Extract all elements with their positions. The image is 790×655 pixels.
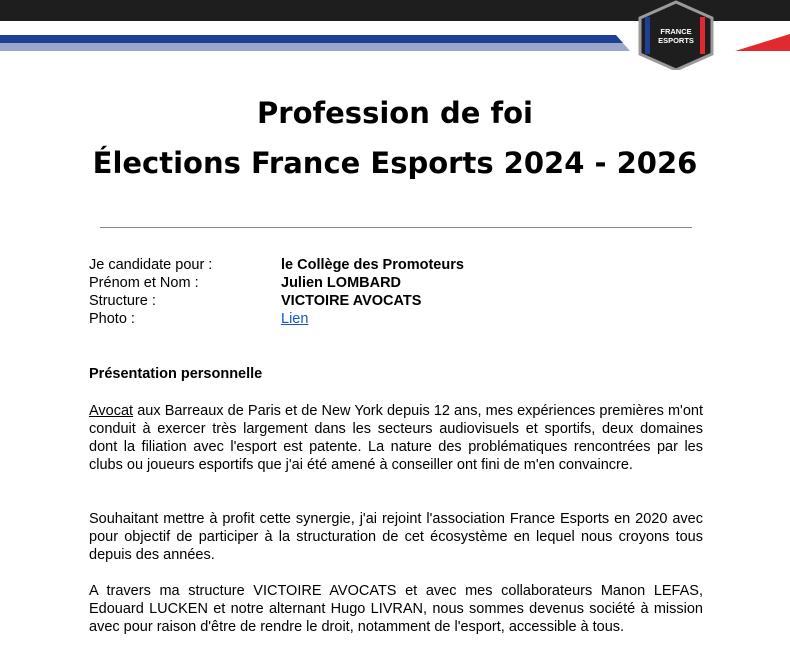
paragraph-1-text: aux Barreaux de Paris et de New York depuis 12 ans, mes expériences premières m'ont conduit à exercer très largement dans les secteurs audiovisuels et sportifs, deux domaines dont la filiation avec l'esport est patente. La nature des problématiques rencontrées par les clubs ou joueurs esportifs que j'ai été amené à conseiller ont fini de m'en convaincre. — [89, 403, 703, 473]
logo-text-line1: FRANCE — [660, 27, 692, 36]
page-title-line2: Élections France Esports 2024 - 2026 — [92, 146, 698, 180]
red-stripe — [735, 34, 790, 51]
blue-stripe — [0, 35, 623, 43]
photo-link[interactable]: Lien — [281, 311, 309, 327]
name-label: Prénom et Nom : — [89, 275, 199, 291]
light-stripe — [0, 43, 630, 51]
france-esports-logo — [640, 2, 712, 70]
paragraph-2: Souhaitant mettre à profit cette synergie, j'ai rejoint l'association France Esports en 2020 avec pour objectif de participer à la structuration de cet écosystème en lequel nous croyons tous depuis des années. — [89, 511, 703, 563]
paragraph-1-first-word: Avocat — [89, 403, 134, 419]
divider — [100, 227, 692, 228]
section-heading: Présentation personnelle — [89, 366, 263, 382]
header-banner — [0, 0, 790, 70]
paragraph-3: A travers ma structure VICTOIRE AVOCATS et avec mes collaborateurs Manon LEFAS, Edouard LUCKEN et notre alternant Hugo LIVRAN, nous sommes devenus société à mission avec pour raison d'être de rendre le droit, notamment de l'esport, accessible à tous. — [89, 583, 703, 635]
paragraph-1 — [89, 402, 703, 474]
college-value: le Collège des Promoteurs — [281, 257, 464, 273]
college-label: Je candidate pour : — [89, 257, 213, 273]
logo-text-line2: ESPORTS — [658, 36, 694, 45]
header-stripes — [0, 0, 790, 70]
page-title-line1: Profession de foi — [257, 96, 533, 130]
structure-label: Structure : — [89, 293, 156, 309]
name-value: Julien LOMBARD — [281, 275, 402, 291]
structure-value: VICTOIRE AVOCATS — [281, 293, 422, 309]
photo-label: Photo : — [89, 311, 135, 327]
